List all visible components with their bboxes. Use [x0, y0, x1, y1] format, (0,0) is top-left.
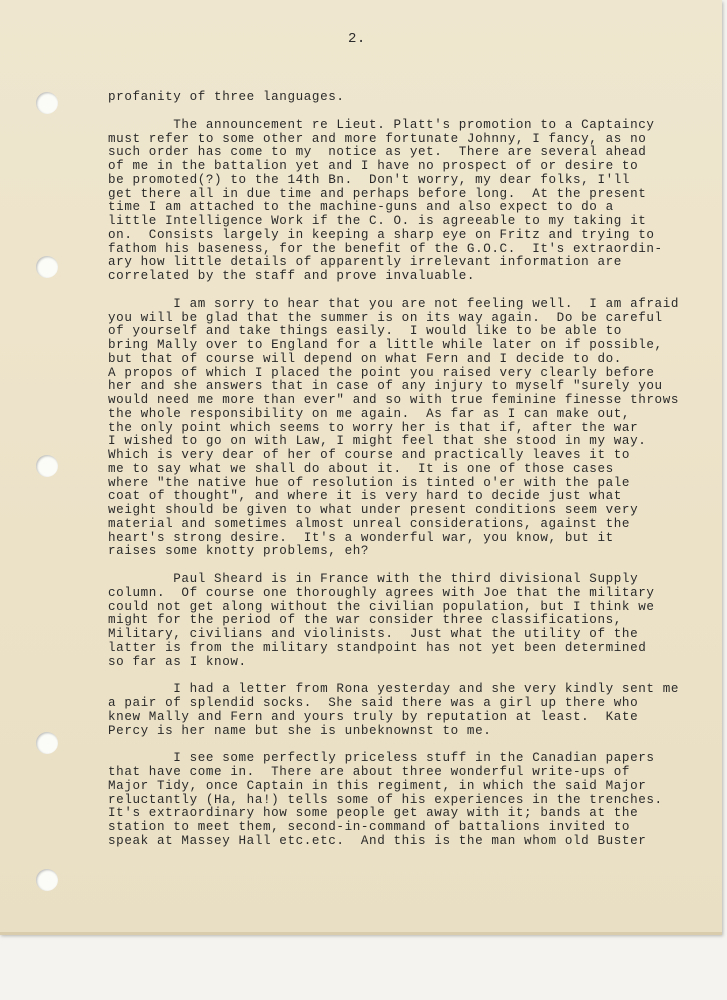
punch-hole: [36, 256, 58, 278]
text-line: a pair of splendid socks. She said there was a girl up there who: [108, 696, 639, 710]
text-line: could not get along without the civilian population, but I think we: [108, 599, 655, 614]
text-line: The announcement re Lieut. Platt's promotion to a Captaincy: [108, 117, 655, 132]
text-line: coat of thought", and where it is very hard to decide just what: [108, 489, 622, 504]
text-line: I wished to go on with Law, I might feel that she stood in my way.: [108, 434, 647, 449]
text-line: Paul Sheard is in France with the third divisional Supply: [108, 572, 639, 586]
text-line: profanity of three languages.: [108, 90, 345, 104]
paper-bottom-edge: [0, 932, 722, 935]
text-line: the whole responsibility on me again. As far as I can make out,: [108, 406, 631, 421]
paragraph-gap: [108, 284, 708, 298]
text-line: weight should be given to what under present conditions seem very: [108, 503, 639, 517]
punch-hole: [36, 869, 58, 891]
paragraph: [108, 91, 708, 105]
paragraph-gap: [108, 738, 708, 752]
text-line: of me in the battalion yet and I have no prospect of or desire to: [108, 159, 639, 173]
text-line: I had a letter from Rona yesterday and she very kindly sent me: [108, 682, 680, 697]
text-line: station to meet them, second-in-command of battalions invited to: [108, 820, 631, 834]
text-line: time I am attached to the machine-guns and also expect to do a: [108, 200, 614, 215]
paragraph: [108, 683, 708, 738]
text-line: heart's strong desire. It's a wonderful war, you know, but it: [108, 530, 614, 545]
text-line: get there all in due time and perhaps before long. At the present: [108, 186, 647, 201]
paragraph: [108, 119, 708, 284]
paragraph-gap: [108, 669, 708, 683]
text-line: Military, civilians and violinists. Just what the utility of the: [108, 627, 639, 641]
text-line: column. Of course one thoroughly agrees with Joe that the military: [108, 585, 655, 600]
paragraph: [108, 298, 708, 559]
punch-hole: [36, 92, 58, 114]
text-line: the only point which seems to worry her is that if, after the war: [108, 420, 639, 435]
paragraph-gap: [108, 559, 708, 573]
text-line: ary how little details of apparently irrelevant information are: [108, 255, 622, 270]
text-line: speak at Massey Hall etc.etc. And this is the man whom old Buster: [108, 833, 647, 848]
text-line: must refer to some other and more fortunate Johnny, I fancy, as no: [108, 131, 647, 146]
text-line: might for the period of the war consider three classifications,: [108, 613, 622, 628]
text-line: would need me more than ever" and so with true feminine finesse throws: [108, 393, 680, 407]
text-line: It's extraordinary how some people get away with it; bands at the: [108, 806, 639, 821]
text-line: I am sorry to hear that you are not feeling well. I am afraid: [108, 296, 680, 311]
paragraph: [108, 573, 708, 669]
text-line: A propos of which I placed the point you raised very clearly before: [108, 365, 655, 380]
text-line: be promoted(?) to the 14th Bn. Don't worry, my dear folks, I'll: [108, 172, 631, 187]
text-line: bring Mally over to England for a little while later on if possible,: [108, 338, 663, 352]
text-line: latter is from the military standpoint has not yet been determined: [108, 640, 647, 655]
text-line: her and she answers that in case of any injury to myself "surely you: [108, 379, 663, 394]
text-line: fathom his baseness, for the benefit of the G.O.C. It's extraordin-: [108, 241, 663, 256]
text-line: reluctantly (Ha, ha!) tells some of his experiences in the trenches.: [108, 792, 663, 807]
punch-hole: [36, 455, 58, 477]
text-line: raises some knotty problems, eh?: [108, 544, 370, 559]
text-line: little Intelligence Work if the C. O. is agreeable to my taking it: [108, 214, 647, 228]
page-number: 2.: [348, 31, 366, 47]
punch-hole: [36, 732, 58, 754]
text-line: such order has come to my notice as yet. There are several ahead: [108, 145, 647, 160]
text-line: that have come in. There are about three wonderful write-ups of: [108, 765, 631, 779]
text-line: where "the native hue of resolution is tinted o'er with the pale: [108, 475, 631, 490]
paragraph-gap: [108, 105, 708, 119]
text-line: knew Mally and Fern and yours truly by reputation at least. Kate: [108, 709, 639, 724]
paragraph: [108, 752, 708, 848]
text-line: correlated by the staff and prove invaluable.: [108, 269, 476, 283]
text-line: Which is very dear of her of course and practically leaves it to: [108, 448, 631, 462]
text-line: but that of course will depend on what Fern and I decide to do.: [108, 351, 622, 366]
letter-body: [108, 91, 708, 849]
text-line: so far as I know.: [108, 654, 247, 669]
text-line: Major Tidy, once Captain in this regiment, in which the said Major: [108, 778, 647, 793]
text-line: material and sometimes almost unreal considerations, against the: [108, 516, 631, 531]
text-line: I see some perfectly priceless stuff in the Canadian papers: [108, 751, 655, 766]
text-line: you will be glad that the summer is on its way again. Do be careful: [108, 310, 663, 325]
text-line: me to say what we shall do about it. It is one of those cases: [108, 461, 614, 476]
text-line: Percy is her name but she is unbeknownst to me.: [108, 723, 492, 738]
text-line: on. Consists largely in keeping a sharp eye on Fritz and trying to: [108, 227, 655, 242]
text-line: of yourself and take things easily. I would like to be able to: [108, 324, 622, 339]
